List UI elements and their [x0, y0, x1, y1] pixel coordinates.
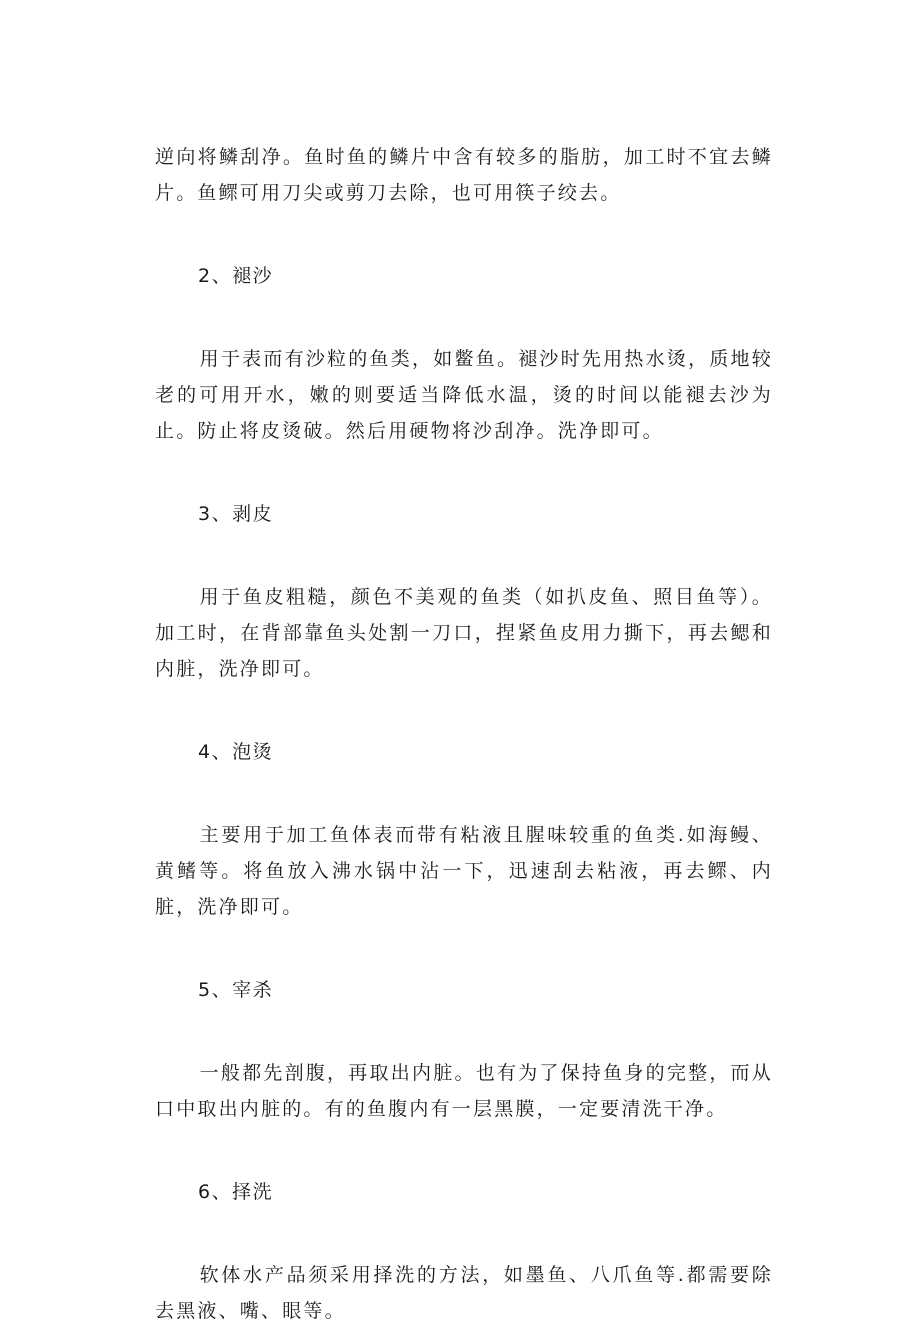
- paragraph-slaughtering: 一般都先剖腹，再取出内脏。也有为了保持鱼身的完整，而从口中取出内脏的。有的鱼腹内有一层黑膜，一定要清洗干净。: [155, 1062, 773, 1120]
- paragraph-gap: [155, 1210, 773, 1257]
- paragraph-scalding: 主要用于加工鱼体表而带有粘液且腥味较重的鱼类.如海鳗、黄鳍等。将鱼放入沸水锅中沾一下，迅速刮去粘液，再去鳏、内脏，洗净即可。: [155, 824, 773, 918]
- section-heading-sorting-washing: 6、择洗: [198, 1181, 274, 1203]
- paragraph-gap: [155, 925, 773, 972]
- section-heading-skinning: 3、剥皮: [198, 503, 274, 525]
- paragraph-gap: [155, 532, 773, 579]
- paragraph-gap: [155, 770, 773, 817]
- section-heading-scalding: 4、泡烫: [198, 741, 274, 763]
- paragraph-gap: [155, 294, 773, 341]
- document-body: [155, 139, 773, 1329]
- paragraph-scaling-continuation: 逆向将鳞刮净。鱼时鱼的鳞片中含有较多的脂肪，加工时不宜去鳞片。鱼鳏可用刀尖或剪刀去除，也可用筷子绞去。: [155, 146, 773, 204]
- paragraph-gap: [155, 1127, 773, 1174]
- section-heading-slaughtering: 5、宰杀: [198, 979, 274, 1001]
- section-heading-desanding: 2、褪沙: [198, 265, 274, 287]
- paragraph-gap: [155, 449, 773, 496]
- paragraph-gap: [155, 687, 773, 734]
- paragraph-skinning: 用于鱼皮粗糙，颜色不美观的鱼类（如扒皮鱼、照目鱼等）。加工时，在背部靠鱼头处割一刀口，捏紧鱼皮用力撕下，再去鳃和内脏，洗净即可。: [155, 586, 773, 680]
- paragraph-gap: [155, 1008, 773, 1055]
- paragraph-sorting-washing: 软体水产品须采用择洗的方法，如墨鱼、八爪鱼等.都需要除去黑液、嘴、眼等。: [155, 1264, 773, 1322]
- paragraph-gap: [155, 211, 773, 258]
- paragraph-desanding: 用于表而有沙粒的鱼类，如鳖鱼。褪沙时先用热水烫，质地较老的可用开水，嫩的则要适当降低水温，烫的时间以能褪去沙为止。防止将皮烫破。然后用硬物将沙刮净。洗净即可。: [155, 348, 773, 442]
